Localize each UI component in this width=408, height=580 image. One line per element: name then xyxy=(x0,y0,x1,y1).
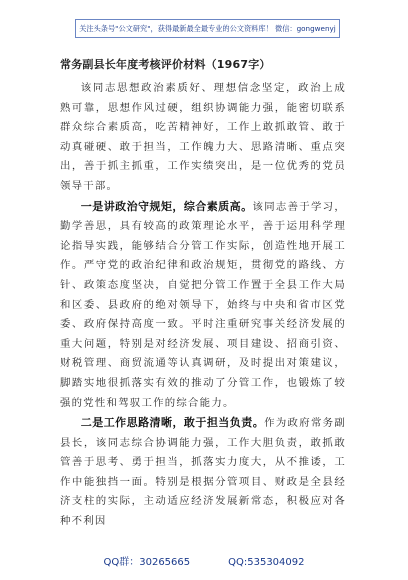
header-banner: 关注头条号"公文研究"，获得最新最全最专业的公文资料库！ 微信：gongwenyj xyxy=(75,19,340,38)
footer-qq: QQ:535304092 xyxy=(228,557,305,568)
section-body-2: 作为政府常务副县长，该同志综合协调能力强，工作大胆负责，敢抓敢管善于思考、勇于担当，抓落实力度大，从不推诿，工作中能独挡一面。特别是根据分管项目、财政是全县经济支柱的实际，主动适应经济发展新常态，积极应对各种不利因 xyxy=(60,417,346,528)
intro-paragraph: 该同志思想政治素质好、理想信念坚定，政治上成熟可靠，思想作风过硬，组织协调能力强，能密切联系群众综合素质高，吃苦精神好，工作上敢抓敢管、敢于动真碰硬、敢于担当，工作魄力大、思路清晰、重点突出，善于抓主抓重，工作实绩突出，是一位优秀的党员领导干部。 xyxy=(60,82,346,192)
section-body-1: 该同志善于学习，勤学善思，具有较高的政策理论水平，善于运用科学理论指导实践，能够结合分管工作实际，创造性地开展工作。严守党的政治纪律和政治规矩，贯彻党的路线、方针、政策态度坚决，自觉把分管工作置于全县工作大局和区委、县政府的绝对领导下，始终与中央和省市区党委、政府保持高度一致。平时注重研究事关经济发展的重大问题，特别是对经济发展、项目建设、招商引资、财税管理、商贸流通等认真调研，及时提出对策建议，脚踏实地很抓落实有效的推动了分管工作，也锻炼了较强的党性和驾驭工作的综合能力。 xyxy=(60,200,346,409)
footer xyxy=(0,553,408,568)
section-paragraph-1 xyxy=(60,197,346,414)
section-paragraph-2 xyxy=(60,413,346,532)
document-title: 常务副县长年度考核评价材料（1967字） xyxy=(60,58,271,71)
footer-qq-group: QQ群：30265665 xyxy=(103,557,191,568)
document-body xyxy=(60,56,346,532)
section-lead-1: 一是讲政治守规矩，综合素质高。 xyxy=(80,199,253,213)
section-lead-2: 二是工作思路清晰，敢于担当负责。 xyxy=(80,416,265,430)
